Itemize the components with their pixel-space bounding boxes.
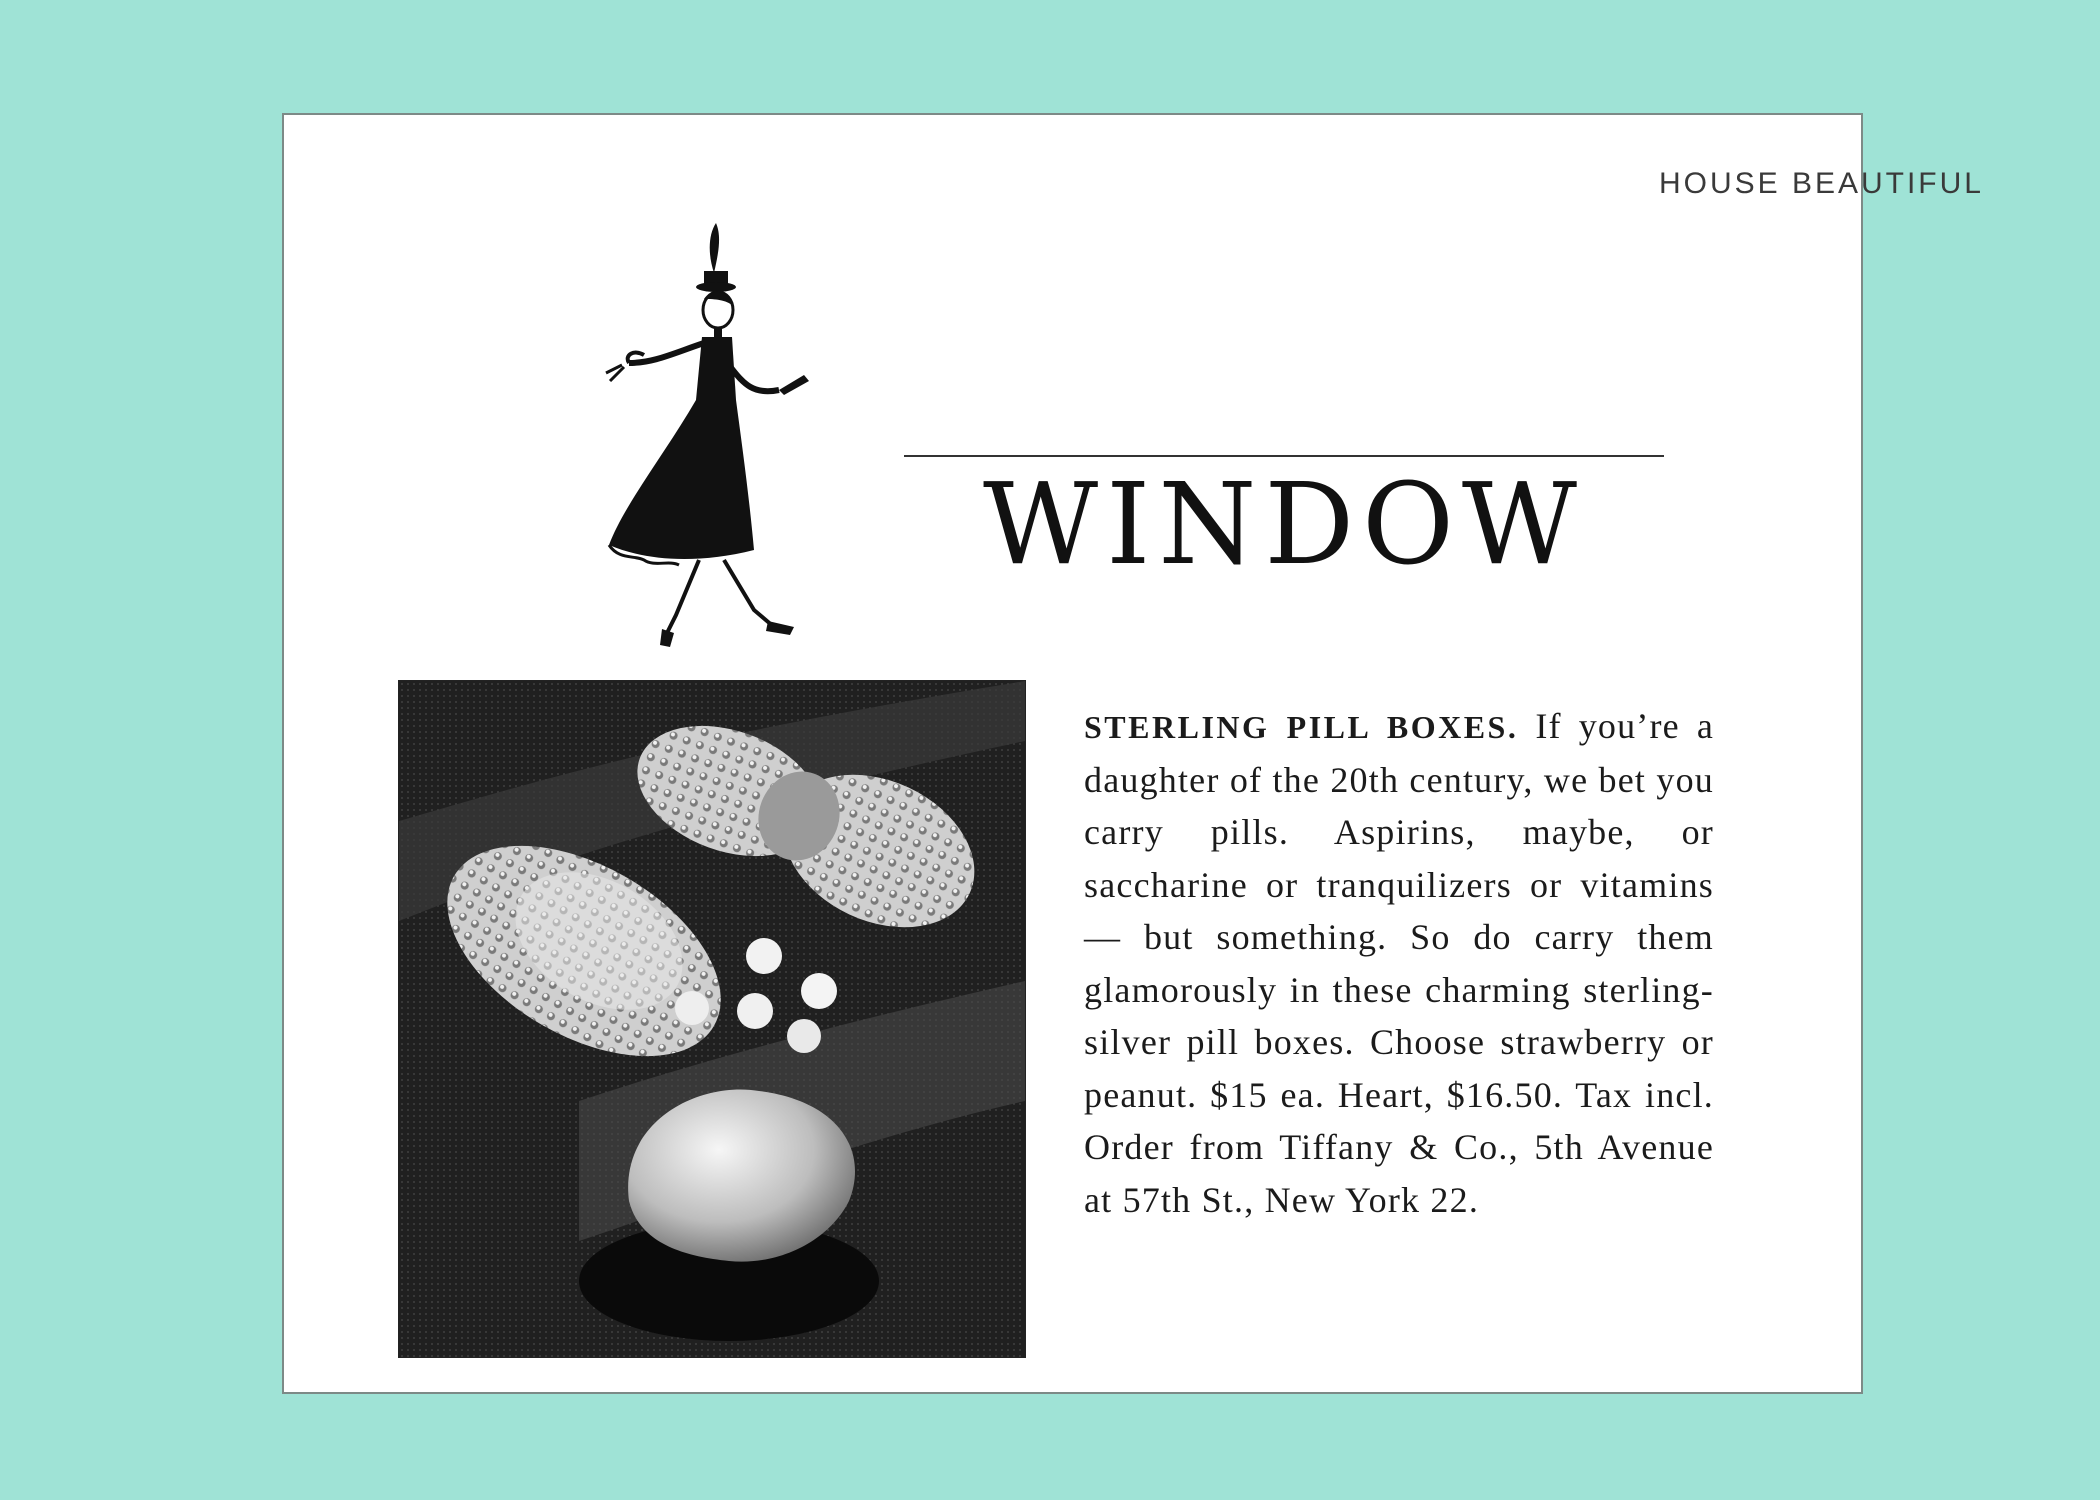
column-title: WINDOW (982, 460, 1586, 590)
title-rule (904, 455, 1664, 457)
magazine-page (282, 113, 1984, 1394)
sterling-pill-boxes-photo (398, 680, 1026, 1358)
article-body (1084, 700, 1714, 1226)
masthead: HOUSE BEAUTIFUL (1658, 167, 1984, 200)
article-text: If you’re a daughter of the 20th century, we bet you carry pills. Aspirins, maybe, or saccharine or tranquilizers or vitamins — but something. So do carry them glamorously in these charming sterling-silver pill boxes. Choose strawberry or peanut. $15 ea. Heart, $16.50. Tax incl. Order from Tiffany & Co., 5th Avenue at 57th St., New York 22. (1084, 706, 1715, 1220)
walking-woman-illustration (604, 215, 834, 665)
article-lead: STERLING PILL BOXES. (1084, 709, 1519, 745)
